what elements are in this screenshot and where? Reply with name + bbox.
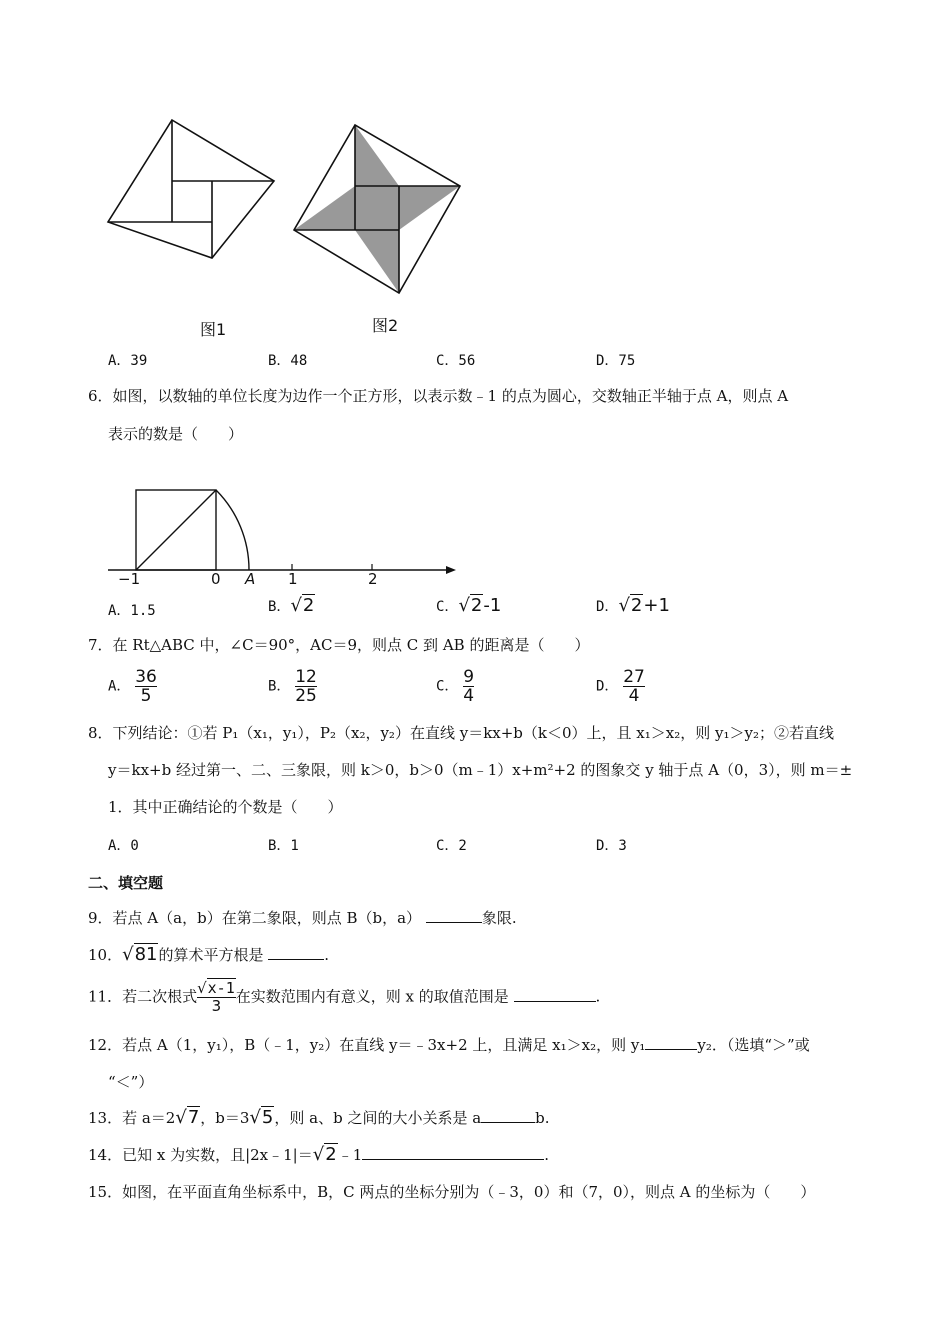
radicand: 2 <box>470 595 483 616</box>
q7-option-c <box>436 668 474 705</box>
q14 <box>88 1145 549 1165</box>
numerator: 12 <box>295 667 317 687</box>
fig2-caption: 图2 <box>372 316 399 335</box>
q12-text: 12．若点 A（1，y₁），B（﹣1，y₂）在直线 y＝﹣3x+2 上，且满足 x₁＞x₂，则 y₁ <box>88 1036 646 1054</box>
answer-blank[interactable] <box>645 1035 697 1050</box>
radicand: 81 <box>134 944 158 965</box>
q7-option-b-label: B． <box>268 678 291 695</box>
q13-text: 13．若 a＝2 <box>88 1109 176 1127</box>
sqrt-2: √2 <box>458 595 483 616</box>
minus-one: -1 <box>483 595 502 616</box>
denominator: 4 <box>463 686 475 706</box>
q8-line2: y＝kx+b 经过第一、二、三象限，则 k＞0，b＞0（m﹣1）x+m²+2 的图象交 y 轴于点 A（0，3），则 m＝± <box>108 761 853 779</box>
q6-option-c <box>436 595 501 616</box>
q7-option-c-label: C． <box>436 678 459 695</box>
radicand: 5 <box>261 1107 274 1128</box>
q9-text: 9．若点 A（a，b）在第二象限，则点 B（b，a） <box>88 909 422 927</box>
q13-end: b. <box>535 1109 550 1127</box>
q7-option-a <box>108 668 157 705</box>
figure-1 <box>100 112 280 317</box>
answer-blank[interactable] <box>481 1108 535 1123</box>
axis-label-2: 2 <box>368 570 378 588</box>
fraction <box>197 980 236 1015</box>
q5-option-c: C．56 <box>436 353 476 369</box>
answer-blank[interactable] <box>426 908 482 923</box>
sqrt-2: √2 <box>312 1144 337 1165</box>
q8-line1: 8．下列结论：①若 P₁（x₁，y₁），P₂（x₂，y₂）在直线 y＝kx+b（k＜0）上，且 x₁＞x₂，则 y₁＞y₂；②若直线 <box>88 724 834 742</box>
axis-label-minus1: −1 <box>118 570 141 588</box>
denominator: 5 <box>140 686 152 706</box>
q5-option-b: B．48 <box>268 353 308 369</box>
radicand: 7 <box>187 1107 200 1128</box>
q10-text: 的算术平方根是 <box>158 946 264 964</box>
radicand: 2 <box>302 595 315 616</box>
q13-text-2: ，b＝3 <box>200 1109 250 1127</box>
q10-end: . <box>324 946 330 964</box>
axis-label-0: 0 <box>211 570 221 588</box>
numerator: 36 <box>135 667 157 687</box>
q7-option-a-label: A． <box>108 678 131 695</box>
figure-2 <box>288 118 468 300</box>
sqrt-81: √81 <box>122 944 158 965</box>
q14-text: 14．已知 x 为实数，且|2x﹣1|＝ <box>88 1146 313 1164</box>
q9 <box>88 908 517 928</box>
q6-option-b-label: B． <box>268 599 291 615</box>
sqrt-2: √2 <box>290 595 315 616</box>
q10-number: 10． <box>88 946 123 964</box>
radicand: x-1 <box>207 979 235 997</box>
q6-line2: 表示的数是（ ） <box>108 425 244 443</box>
q8-option-b: B．1 <box>268 838 299 854</box>
q12-text-2: y₂．（选填“＞”或 <box>697 1036 810 1054</box>
q6-option-d <box>596 595 670 616</box>
q8-line3: 1．其中正确结论的个数是（ ） <box>108 798 343 816</box>
radicand: 2 <box>325 1144 337 1165</box>
sqrt-7: √7 <box>175 1107 200 1128</box>
q6-option-a: A．1.5 <box>108 603 156 619</box>
axis-label-1: 1 <box>288 570 298 588</box>
denominator: 4 <box>628 686 640 706</box>
q14-text-2: ﹣1 <box>337 1146 363 1164</box>
q7-option-d <box>596 668 645 705</box>
q8-option-c: C．2 <box>436 838 467 854</box>
q9-end: 象限. <box>481 909 517 927</box>
q7-option-d-label: D． <box>596 678 619 695</box>
denominator: 25 <box>295 686 317 706</box>
sqrt-2: √2 <box>618 595 643 616</box>
answer-blank[interactable] <box>514 987 596 1002</box>
section-heading-fill-in: 二、填空题 <box>88 874 164 892</box>
q6-option-c-label: C． <box>436 599 459 615</box>
q12-line2: “＜”） <box>108 1073 154 1091</box>
plus-one: +1 <box>643 595 670 616</box>
q8-option-a: A．0 <box>108 838 139 854</box>
q5-option-d: D．75 <box>596 353 636 369</box>
q6-option-b <box>268 595 315 616</box>
fraction <box>295 668 317 705</box>
q13 <box>88 1108 550 1128</box>
q11 <box>88 980 600 1015</box>
fraction <box>463 668 474 705</box>
q5-option-a: A．39 <box>108 353 148 369</box>
q13-text-3: ，则 a、b 之间的大小关系是 a <box>274 1109 482 1127</box>
q6-option-d-label: D． <box>596 599 619 615</box>
numerator: 9 <box>463 667 475 687</box>
q8-option-d: D．3 <box>596 838 627 854</box>
q11-text-2: 在实数范围内有意义，则 x 的取值范围是 <box>235 987 509 1006</box>
radicand: 2 <box>630 595 643 616</box>
q11-end: . <box>595 987 601 1006</box>
answer-blank[interactable] <box>362 1145 544 1160</box>
number-line-figure <box>100 480 470 590</box>
q7-text: 7．在 Rt△ABC 中，∠C＝90°，AC＝9，则点 C 到 AB 的距离是（ ） <box>88 636 590 654</box>
answer-blank[interactable] <box>268 945 324 960</box>
q6-line1: 6．如图，以数轴的单位长度为边作一个正方形，以表示数﹣1 的点为圆心，交数轴正半轴于点 A，则点 A <box>88 387 789 405</box>
numerator: 27 <box>623 667 645 687</box>
q14-end: . <box>544 1146 550 1164</box>
q15-text: 15．如图，在平面直角坐标系中，B，C 两点的坐标分别为（﹣3，0）和（7，0），则点 A 的坐标为（ ） <box>88 1183 816 1201</box>
fig1-caption: 图1 <box>200 320 227 339</box>
q7-option-b <box>268 668 317 705</box>
q11-text: 11．若二次根式 <box>88 987 198 1006</box>
sqrt-expression: √x-1 <box>197 979 235 997</box>
fraction <box>135 668 157 705</box>
denominator: 3 <box>211 997 222 1015</box>
fraction <box>623 668 645 705</box>
axis-label-a: A <box>245 570 256 588</box>
q12-line1 <box>88 1035 810 1055</box>
q10 <box>88 945 329 965</box>
sqrt-5: √5 <box>249 1107 274 1128</box>
